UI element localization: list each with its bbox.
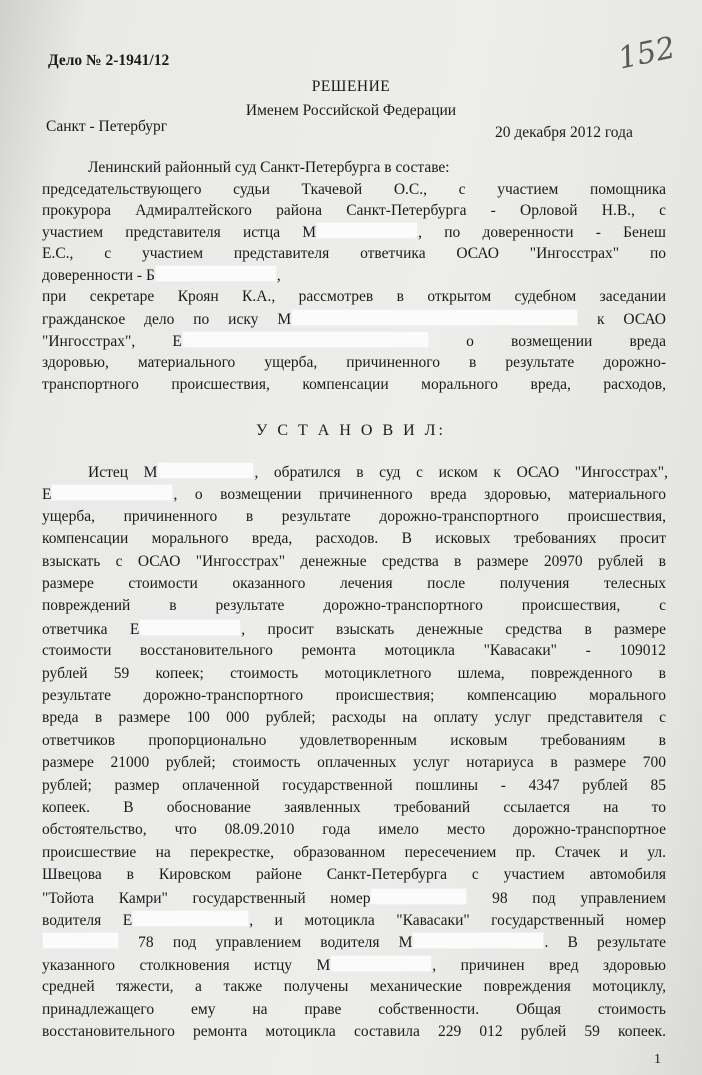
text-segment: вреда в размере 100 000 рублей; расходы на оплату услуг представителя с [42, 709, 666, 727]
redaction-box [42, 932, 119, 949]
text-line [42, 353, 666, 372]
text-line [42, 596, 666, 615]
text-line [42, 180, 666, 199]
text-line [88, 158, 648, 177]
text-segment: . В результате [544, 934, 666, 952]
text-segment: стоимости восстановительного ремонта мотоцикла "Кавасаки" - 109012 [42, 642, 666, 660]
text-segment: компенсации морального вреда, расходов. В исковых требованиях просит [42, 530, 666, 548]
text-segment: , и мотоцикла "Кавасаки" государственный номер [249, 912, 666, 929]
text-line [42, 820, 666, 839]
text-line [42, 287, 666, 306]
text-segment: , причинен вред здоровью [432, 956, 666, 974]
text-line [42, 888, 666, 907]
text-segment: Ленинский районный суд Санкт-Петербурга в составе: [88, 159, 450, 176]
text-segment: средней тяжести, а также получены механические повреждения мотоциклу, [42, 978, 666, 996]
text-line [42, 686, 666, 705]
text-line [42, 977, 666, 996]
text-segment: Е.С., с участием представителя ответчика ОСАО "Ингосстрах" по [42, 245, 666, 262]
redaction-box [51, 484, 173, 501]
section-heading: У С Т А Н О В И Л: [256, 422, 446, 439]
text-line [42, 910, 666, 929]
redaction-box [291, 309, 578, 326]
text-line [42, 776, 666, 795]
text-line [42, 865, 666, 884]
text-segment: гражданское дело по иску М [42, 311, 292, 328]
text-line [42, 265, 666, 284]
redaction-box [157, 462, 254, 479]
text-segment: рублей; размер оплаченной государственной пошлины - 4347 рублей 85 [42, 776, 666, 794]
text-segment: "Тойота Камри" государственный номер [42, 889, 371, 907]
text-segment: размере 21000 рублей; стоимость оплаченных услуг нотариуса в размере 700 [42, 754, 666, 772]
text-segment: участием представителя истца М [42, 224, 317, 241]
text-segment: , обратился в суд с иском к ОСАО "Ингосстрах", [254, 464, 668, 481]
text-segment: принадлежащего ему на праве собственности. Общая стоимость [42, 1000, 666, 1018]
text-segment: к ОСАО [578, 311, 666, 328]
text-segment: , по доверенности - Бенеш [418, 224, 666, 241]
text-segment: о возмещении вреда [428, 333, 666, 350]
text-line [42, 1000, 666, 1019]
text-segment: восстановительного ремонта мотоцикла составила 229 012 рублей 59 копеек. [42, 1023, 666, 1040]
text-segment: водителя Е [42, 912, 133, 929]
text-segment: повреждений в результате дорожно-транспортного происшествия, с [42, 597, 666, 615]
redaction-box [182, 331, 429, 348]
text-segment: , просит взыскать денежные средства в размере [241, 620, 667, 638]
text-segment: доверенности - Б [42, 267, 155, 284]
text-line [88, 462, 668, 481]
text-line [42, 753, 666, 772]
text-line [42, 932, 666, 951]
text-segment: ущерба, причиненного в результате дорожно-транспортного происшествия, [42, 507, 666, 525]
case-number: Дело № 2-1941/12 [48, 52, 170, 69]
text-segment: Е [42, 486, 52, 504]
text-segment: размере стоимости оказанного лечения после получения телесных [42, 575, 666, 592]
redaction-box [155, 265, 277, 282]
text-line [42, 244, 666, 263]
redaction-box [139, 619, 241, 636]
text-segment: Швецова в Кировском районе Санкт-Петербурга с участием автомобиля [42, 866, 666, 884]
document-title: РЕШЕНИЕ [311, 78, 391, 95]
text-segment: 98 под управлением [467, 889, 666, 907]
text-line [42, 375, 666, 394]
text-segment: ответчика Е [42, 620, 140, 638]
text-line [42, 574, 666, 593]
document-city: Санкт - Петербург [46, 118, 168, 135]
text-line [42, 222, 666, 241]
text-segment: указанного столкновения истцу М [42, 956, 331, 974]
document-date: 20 декабря 2012 года [495, 124, 633, 141]
text-segment: ответчиков пропорционально удовлетворенным исковым требованиям в [42, 731, 666, 749]
text-segment: 78 под управлением водителя М [119, 934, 413, 952]
text-segment: результате дорожно-транспортного происшествия; компенсацию морального [42, 687, 666, 704]
text-line [42, 708, 666, 727]
text-line [42, 529, 666, 548]
text-segment: происшествие на перекрестке, образованном пересечением пр. Стачек и ул. [42, 843, 666, 861]
text-line [42, 484, 666, 503]
text-line [42, 955, 666, 974]
text-segment: рублей 59 копеек; стоимость мотоциклетного шлема, поврежденного в [42, 664, 666, 682]
page-number: 1 [654, 1052, 661, 1067]
text-segment: транспортного происшествия, компенсации морального вреда, расходов, [42, 376, 666, 393]
redaction-box [330, 955, 432, 972]
text-segment: копеек. В обоснование заявленных требований ссылается на то [42, 799, 666, 816]
text-line [42, 507, 666, 526]
text-line [42, 552, 666, 571]
text-segment: председательствующего судьи Ткачевой О.С., с участием помощника [42, 181, 666, 198]
text-line [42, 201, 666, 220]
text-segment: здоровью, материального ущерба, причиненного в результате дорожно- [42, 354, 666, 371]
text-line [42, 1022, 666, 1041]
text-segment: при секретаре Кроян К.А., рассмотрев в открытом судебном заседании [42, 288, 666, 305]
redaction-box [132, 910, 249, 927]
text-line [42, 309, 666, 328]
text-segment: прокурора Адмиралтейского района Санкт-Петербурга - Орловой Н.В., с [42, 202, 666, 219]
text-segment: Истец М [88, 464, 158, 481]
redaction-box [370, 888, 467, 905]
handwritten-page-number: 152 [614, 30, 679, 77]
text-line [42, 731, 666, 750]
redaction-box [316, 222, 418, 239]
text-segment: "Ингосстрах", Е [42, 333, 182, 350]
text-segment: обстоятельство, что 08.09.2010 года имело место дорожно-транспортное [42, 821, 666, 839]
text-line [42, 641, 666, 660]
text-line [42, 619, 666, 638]
text-line [42, 843, 666, 862]
text-segment: , [276, 267, 281, 284]
redaction-box [412, 932, 544, 949]
text-segment: взыскать с ОСАО "Ингосстрах" денежные средства в размере 20970 рублей в [42, 552, 666, 570]
text-line [42, 331, 666, 350]
text-segment: , о возмещении причиненного вреда здоровью, материального [173, 486, 666, 504]
text-line [42, 798, 666, 817]
text-line [42, 664, 666, 683]
document-subtitle: Именем Российской Федерации [245, 102, 457, 119]
